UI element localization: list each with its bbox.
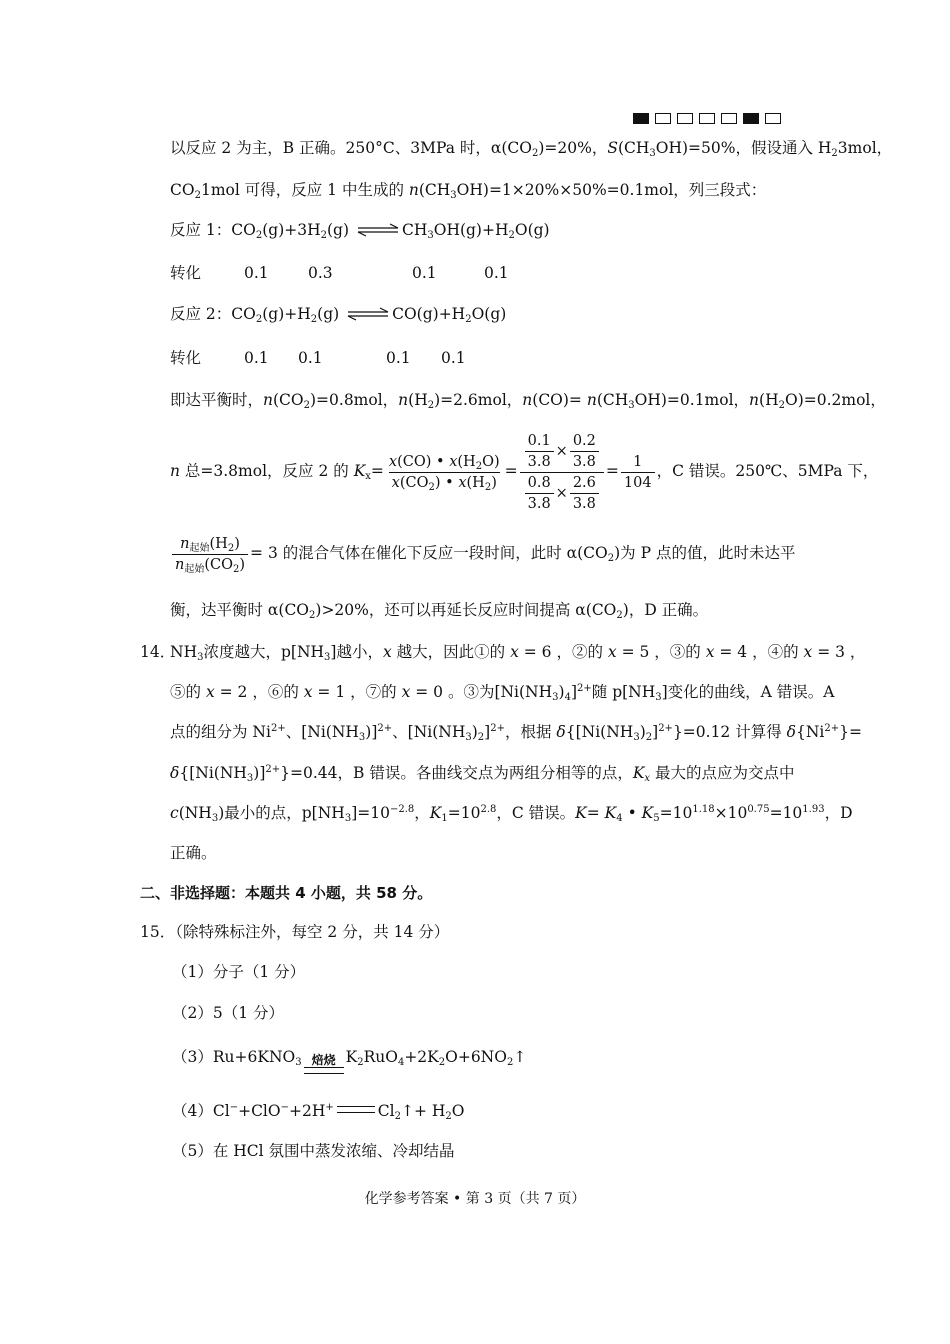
answer-item: （5）在 HCl 氛围中蒸发浓缩、冷却结晶: [172, 1142, 455, 1160]
section-heading: 二、非选择题：本题共 4 小题，共 58 分。: [140, 884, 433, 902]
page-footer: 化学参考答案 • 第 3 页（共 7 页）: [364, 1191, 586, 1207]
value: 0.1: [244, 264, 269, 282]
question-heading: 15．（除特殊标注外，每空 2 分，共 14 分）: [140, 923, 450, 941]
marker-square: [699, 113, 715, 124]
value: 0.1: [412, 264, 437, 282]
value: 0.1: [484, 264, 509, 282]
kx-expression: n 总=3.8mol，反应 2 的 $K_x=$ $\frac{x(CO) • x(H_2O)}{x(CO_2) • x(H_2)}$ = $\frac{0.1}{3.8}$ × $\frac{0.2}{3.8}$ $\frac{0.8}{3.8}$ × $\frac{2.6}{3.8}$ = $\frac{1}{104}$ ，C 错误。250℃、5MPa 下，: [170, 432, 879, 512]
text-line: 以反应 2 为主，B 正确。250°C、3MPa 时，$\alpha(CO_2)=20\%$，$S(CH_3OH)=50\%$，假设通入 $H_23mol$，: [170, 139, 893, 159]
answer-item: （2）5（1 分）: [172, 1004, 285, 1022]
text-line: $c(NH_3)$最小的点，$p[NH_3]=10^{-2.8}$，$K_1=10^{2.8}$，C 错误。$K= K_4$ • $K_5=10^{1.18}\times 10^{0.75}=10^{1.93}$，D: [170, 804, 853, 824]
value: 0.1: [244, 349, 269, 367]
text-line: 正确。: [170, 844, 217, 862]
equilibrium-arrow-icon: [356, 223, 400, 237]
result-fraction: $\frac{1}{104}$: [621, 453, 655, 492]
kx-fraction: $\frac{x(CO) • x(H_2O)}{x(CO_2) • x(H_2)}$: [388, 453, 500, 493]
text-line: $\frac{n_{起始}(H_2)}{n_{起始}(CO_2)}$ = 3 的混合气体在催化下反应一段时间，此时 $\alpha(CO_2)$为 P 点的值，此时未达平: [170, 531, 795, 575]
equilibrium-arrow-icon: [346, 307, 390, 321]
answer-item: （4）Cl−+ClO−+2H+ $Cl_2↑+ H_2O$: [172, 1102, 465, 1122]
marker-square: [765, 113, 781, 124]
value: 0.3: [308, 264, 333, 282]
reaction-1: 反应 1：$CO_2(g)+3H_2(g)$ $CH_3OH(g)+H_2O(g)$: [170, 221, 550, 241]
ratio-fraction: $\frac{n_{起始}(H_2)}{n_{起始}(CO_2)}$: [172, 535, 248, 574]
marker-square: [743, 113, 759, 124]
text-line: 点的组分为 $Ni^{2+}$、$[Ni(NH_3)]^{2+}$、$[Ni(NH_3)_2]^{2+}$，根据 $\delta\{[Ni(NH_3)_2]^{2+}\}=0.12$ 计算得 $\delta\{Ni^{2+}\}=$: [170, 723, 862, 743]
reaction-condition: 焙烧: [304, 1054, 344, 1074]
question-number: 14．: [140, 643, 176, 661]
conversion-row-1: 转化: [170, 264, 202, 282]
text-line: ⑤的 x = 2 ，⑥的 x = 1 ，⑦的 x = 0 。③为$[Ni(NH_3)_4]^{2+}$随 $p[NH_3]$变化的曲线，A 错误。A: [170, 683, 835, 703]
answer-item: （1）分子（1 分）: [172, 963, 306, 981]
marker-square: [655, 113, 671, 124]
reaction-2: 反应 2：$CO_2(g)+H_2(g)$ $CO(g)+H_2O(g)$: [170, 305, 507, 325]
text-line: $NH_3$浓度越大，$p[NH_3]$越小，x 越大，因此①的 x = 6 ，②的 x = 5 ，③的 x = 4 ，④的 x = 3 ，: [170, 643, 866, 663]
answer-item: $(3)Ru+6KNO_3$ 焙烧 $K_2RuO_4+2K_2O+6NO_2↑$: [172, 1044, 526, 1074]
equals-sign-icon: [337, 1106, 375, 1113]
page-marker: [633, 113, 781, 124]
text-line: $CO_21mol$ 可得，反应 1 中生成的 $n(CH_3OH)=1\times 20\%\times 50\%=0.1mol$，列三段式：: [170, 181, 767, 201]
numeric-fraction: $\frac{0.1}{3.8}$ × $\frac{0.2}{3.8}$ $\frac{0.8}{3.8}$ × $\frac{2.6}{3.8}$: [520, 432, 604, 513]
value: 0.1: [386, 349, 411, 367]
text-line: 衡，达平衡时 $\alpha(CO_2)>20\%$，还可以再延长反应时间提高 $\alpha(CO_2)$，D 正确。: [170, 601, 709, 621]
marker-square: [677, 113, 693, 124]
text-line: 即达平衡时，$n(CO_2)=0.8mol$，$n(H_2)=2.6mol$，$n(CO)= n(CH_3OH)=0.1mol$，$n(H_2O)=0.2mol$，: [170, 391, 886, 411]
value: 0.1: [298, 349, 323, 367]
marker-square: [721, 113, 737, 124]
marker-square: [633, 113, 649, 124]
value: 0.1: [441, 349, 466, 367]
conversion-row-2: 转化: [170, 349, 202, 367]
text-line: $\delta\{[Ni(NH_3)]^{2+}\}=0.44$，B 错误。各曲线交点为两组分相等的点，$K_x$ 最大的点应为交点中: [170, 764, 795, 784]
